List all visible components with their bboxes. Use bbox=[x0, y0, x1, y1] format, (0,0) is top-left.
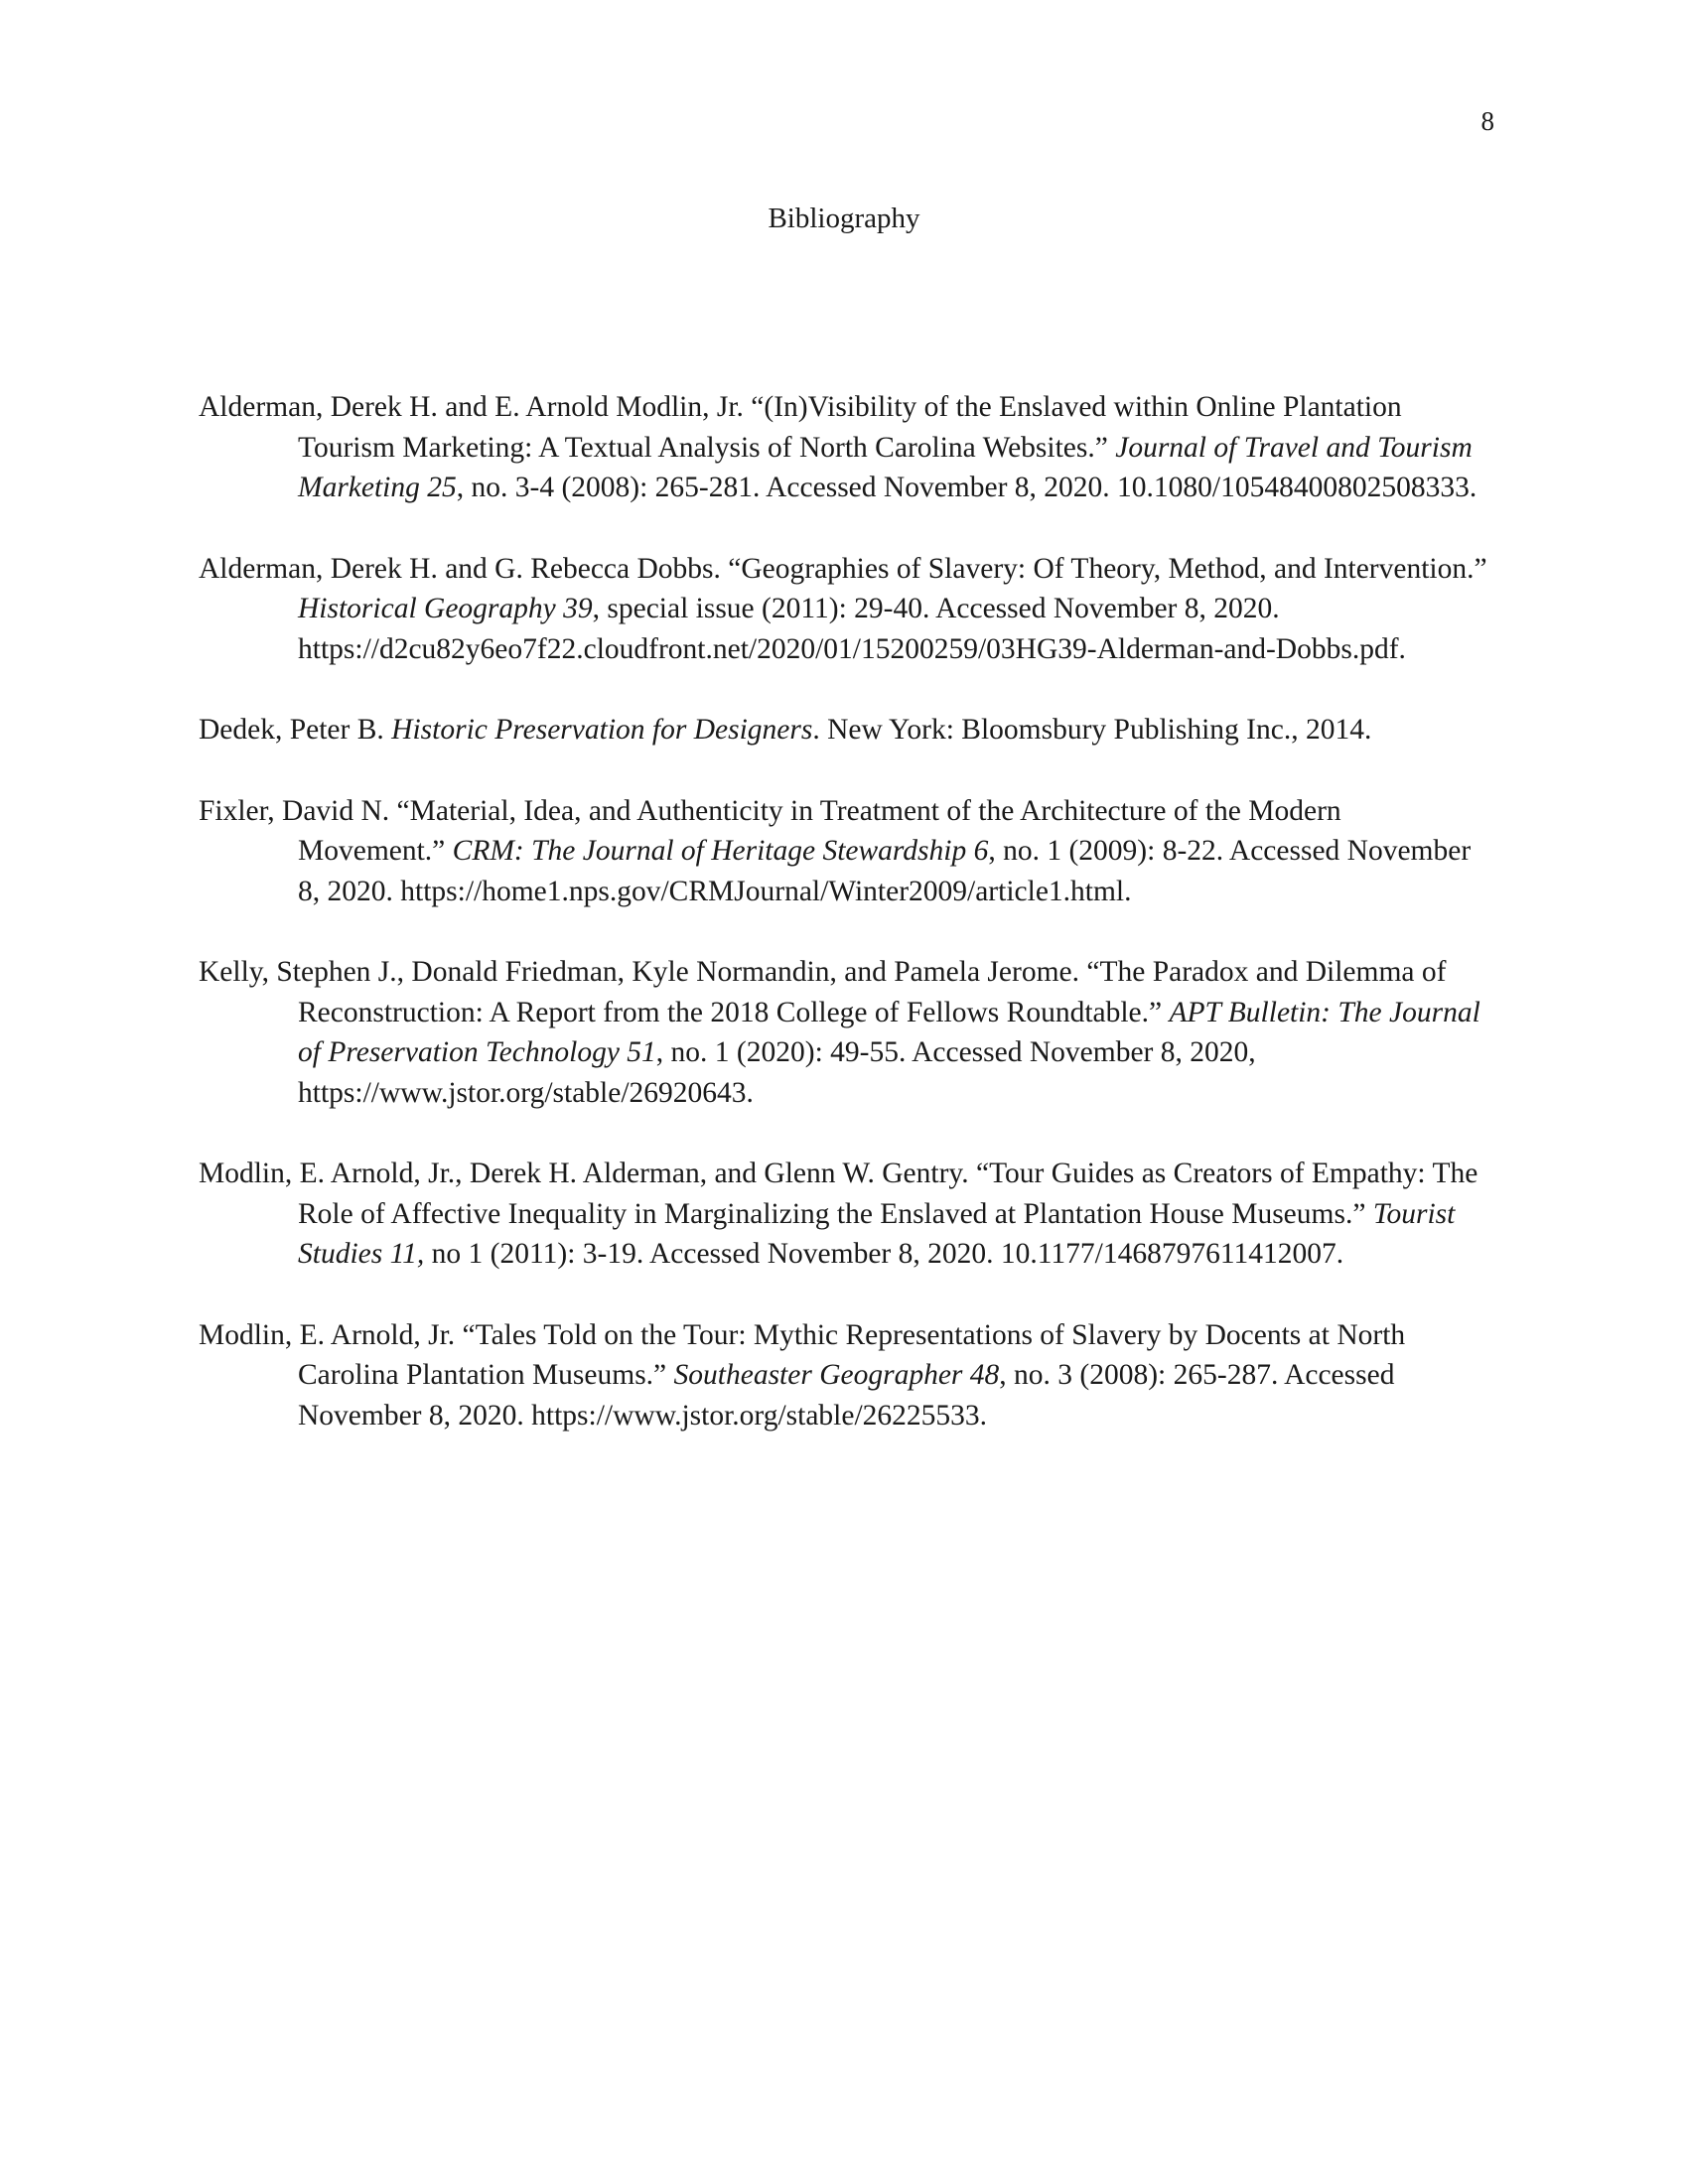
entry-text: Fixler, David N. “Material, Idea, and Authenticity in Treatment of the Architecture of the Modern Movement.” bbox=[199, 794, 1341, 867]
bibliography-entry bbox=[199, 791, 1494, 912]
bibliography-list bbox=[199, 387, 1494, 1476]
entry-details: , no. 1 (2020): 49-55. Accessed November 8, 2020, https://www.jstor.org/stable/26920643. bbox=[298, 1036, 1256, 1109]
page-title: Bibliography bbox=[768, 203, 920, 234]
bibliography-entry bbox=[199, 1315, 1494, 1436]
bibliography-entry bbox=[199, 1154, 1494, 1275]
entry-source-title: Tourist Studies 11, bbox=[298, 1197, 1456, 1270]
entry-text: Modlin, E. Arnold, Jr. “Tales Told on the Tour: Mythic Representations of Slavery by Docents at North Carolina Plantation Museums.” bbox=[199, 1318, 1406, 1391]
entry-details: no 1 (2011): 3-19. Accessed November 8, 2020. 10.1177/1468797611412007. bbox=[424, 1238, 1344, 1270]
entry-text: Dedek, Peter B. bbox=[199, 714, 392, 746]
entry-details: , no. 3-4 (2008): 265-281. Accessed November 8, 2020. 10.1080/10548400802508333. bbox=[456, 472, 1477, 503]
entry-details: , no. 1 (2009): 8-22. Accessed November 8, 2020. https://home1.nps.gov/CRMJournal/Winter2009/article1.html. bbox=[298, 835, 1472, 907]
entry-source-title: Journal of Travel and Tourism Marketing 25 bbox=[298, 431, 1473, 503]
entry-details: , special issue (2011): 29-40. Accessed November 8, 2020. https://d2cu82y6eo7f22.cloudfront.net/2020/01/15200259/03HG39-Alderman-and-Dobbs.pdf. bbox=[298, 593, 1406, 665]
entry-source-title: APT Bulletin: The Journal of Preservation Technology 51 bbox=[298, 996, 1480, 1068]
bibliography-entry bbox=[199, 952, 1494, 1113]
entry-source-title: Historic Preservation for Designers bbox=[391, 714, 813, 746]
entry-details: , no. 3 (2008): 265-287. Accessed November 8, 2020. https://www.jstor.org/stable/26225533. bbox=[298, 1359, 1395, 1432]
bibliography-entry bbox=[199, 387, 1494, 508]
entry-details: . New York: Bloomsbury Publishing Inc., 2014. bbox=[812, 714, 1372, 746]
bibliography-entry bbox=[199, 710, 1494, 751]
entry-text: Alderman, Derek H. and E. Arnold Modlin, Jr. “(In)Visibility of the Enslaved within Online Plantation Tourism Marketing: A Textual Analysis of North Carolina Websites.” bbox=[199, 391, 1402, 464]
entry-source-title: Southeaster Geographer 48 bbox=[673, 1359, 1000, 1391]
page-number: 8 bbox=[1480, 106, 1494, 136]
entry-source-title: Historical Geography 39 bbox=[298, 593, 593, 624]
entry-text: Kelly, Stephen J., Donald Friedman, Kyle Normandin, and Pamela Jerome. “The Paradox and Dilemma of Reconstruction: A Report from the 2018 College of Fellows Roundtable.” bbox=[199, 956, 1447, 1028]
entry-source-title: CRM: The Journal of Heritage Stewardship 6 bbox=[452, 835, 989, 867]
entry-text: Alderman, Derek H. and G. Rebecca Dobbs. “Geographies of Slavery: Of Theory, Method, and Intervention.” bbox=[199, 552, 1487, 585]
entry-text: Modlin, E. Arnold, Jr., Derek H. Alderman, and Glenn W. Gentry. “Tour Guides as Creators of Empathy: The Role of Affective Inequality in Marginalizing the Enslaved at Plantation House Museums.” bbox=[199, 1158, 1478, 1230]
bibliography-entry bbox=[199, 549, 1494, 670]
